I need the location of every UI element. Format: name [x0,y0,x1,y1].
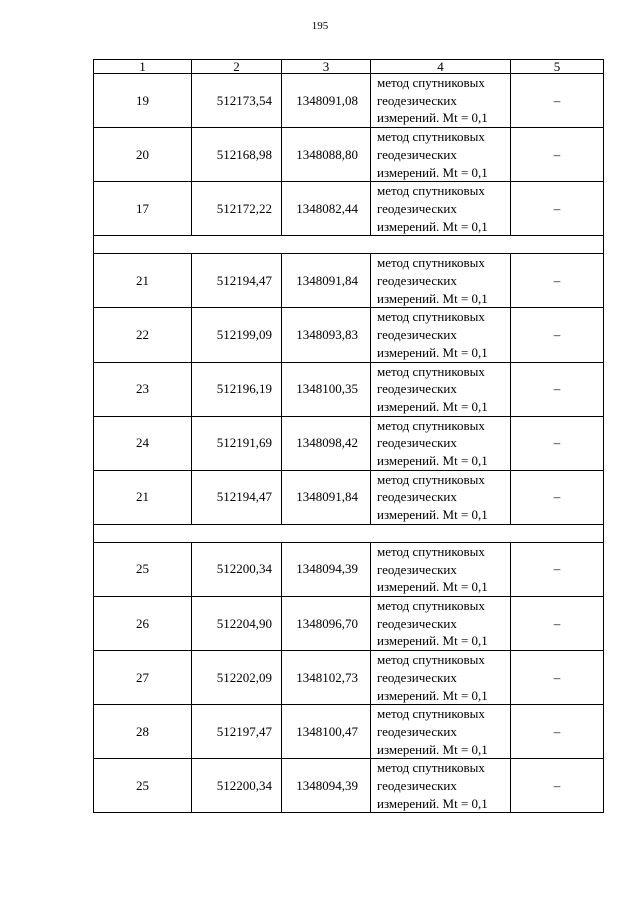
point-number-cell: 24 [94,416,192,470]
table-row [94,416,604,470]
point-number-cell: 17 [94,182,192,236]
method-cell [371,254,511,308]
point-number-cell: 26 [94,596,192,650]
method-line: метод спутниковых [377,75,485,90]
method-cell [371,74,511,128]
y-coordinate-cell: 1348100,35 [282,362,371,416]
description-cell: – [511,254,604,308]
method-line: геодезических [377,327,457,343]
table-row [94,362,604,416]
separator-row [94,236,604,254]
x-coordinate-cell: 512204,90 [192,596,282,650]
point-number-cell: 21 [94,470,192,524]
y-coordinate-cell: 1348094,39 [282,759,371,813]
method-line: геодезических [377,200,457,216]
method-line: геодезических [377,615,457,631]
description-cell: – [511,542,604,596]
description-cell: – [511,74,604,128]
x-coordinate-cell: 512200,34 [192,542,282,596]
description-cell: – [511,596,604,650]
point-number-cell: 20 [94,128,192,182]
method-line: метод спутниковых [377,255,485,271]
description-cell: – [511,128,604,182]
point-number-cell: 27 [94,651,192,705]
method-line: метод спутниковых [377,760,485,776]
separator-row [94,524,604,542]
page-number: 195 [311,20,329,32]
point-number-cell: 23 [94,362,192,416]
method-line: метод спутниковых [377,129,485,145]
method-line: геодезических [377,273,457,289]
point-number-cell: 25 [94,759,192,813]
x-coordinate-cell: 512196,19 [192,362,282,416]
table-row [94,470,604,524]
method-line: измерений. Mt = 0,1 [377,453,488,469]
y-coordinate-cell: 1348091,08 [282,74,371,128]
header-cell: 4 [371,60,511,74]
header-cell: 2 [192,60,282,74]
method-line: измерений. Mt = 0,1 [377,218,488,234]
method-line: измерений. Mt = 0,1 [377,633,488,649]
method-cell [371,542,511,596]
method-line: измерений. Mt = 0,1 [377,579,488,595]
x-coordinate-cell: 512197,47 [192,705,282,759]
x-coordinate-cell: 512194,47 [192,254,282,308]
description-cell: – [511,308,604,362]
separator-cell [94,236,604,254]
method-cell [371,596,511,650]
method-line: измерений. Mt = 0,1 [377,164,488,180]
method-line: метод спутниковых [377,706,485,722]
method-line: геодезических [377,778,457,794]
y-coordinate-cell: 1348091,84 [282,470,371,524]
table-row [94,182,604,236]
table-row [94,759,604,813]
x-coordinate-cell: 512172,22 [192,182,282,236]
method-line: метод спутниковых [377,471,485,487]
description-cell: – [511,759,604,813]
method-cell [371,470,511,524]
header-cell: 5 [511,60,604,74]
method-line: метод спутниковых [377,652,485,668]
method-line: измерений. Mt = 0,1 [377,741,488,757]
y-coordinate-cell: 1348093,83 [282,308,371,362]
header-cell: 3 [282,60,371,74]
table-row [94,74,604,128]
method-line: метод спутниковых [377,183,485,199]
x-coordinate-cell: 512168,98 [192,128,282,182]
header-row [94,60,604,74]
description-cell: – [511,651,604,705]
method-cell [371,362,511,416]
point-number-cell: 21 [94,254,192,308]
method-line: измерений. Mt = 0,1 [377,795,488,811]
y-coordinate-cell: 1348082,44 [282,182,371,236]
point-number-cell: 28 [94,705,192,759]
description-cell: – [511,470,604,524]
separator-cell [94,524,604,542]
method-line: измерений. Mt = 0,1 [377,687,488,703]
table-row [94,128,604,182]
method-line: геодезических [377,669,457,685]
method-line: геодезических [377,381,457,397]
y-coordinate-cell: 1348096,70 [282,596,371,650]
description-cell: – [511,416,604,470]
point-number-cell: 25 [94,542,192,596]
x-coordinate-cell: 512191,69 [192,416,282,470]
method-line: метод спутниковых [377,543,485,559]
method-line: измерений. Mt = 0,1 [377,507,488,523]
y-coordinate-cell: 1348102,73 [282,651,371,705]
method-line: геодезических [377,561,457,577]
method-cell [371,759,511,813]
method-cell [371,308,511,362]
description-cell: – [511,182,604,236]
header-cell: 1 [94,60,192,74]
method-cell [371,128,511,182]
method-line: метод спутниковых [377,597,485,613]
method-line: измерений. Mt = 0,1 [377,290,488,306]
x-coordinate-cell: 512194,47 [192,470,282,524]
table-row [94,254,604,308]
method-line: измерений. Mt = 0,1 [377,110,488,126]
description-cell: – [511,705,604,759]
table-row [94,308,604,362]
method-line: измерений. Mt = 0,1 [377,344,488,360]
description-cell: – [511,362,604,416]
y-coordinate-cell: 1348091,84 [282,254,371,308]
point-number-cell: 22 [94,308,192,362]
method-line: геодезических [377,723,457,739]
method-cell [371,182,511,236]
table-row [94,705,604,759]
x-coordinate-cell: 512202,09 [192,651,282,705]
y-coordinate-cell: 1348098,42 [282,416,371,470]
y-coordinate-cell: 1348100,47 [282,705,371,759]
x-coordinate-cell: 512200,34 [192,759,282,813]
method-cell [371,416,511,470]
method-line: метод спутниковых [377,309,485,325]
method-cell [371,705,511,759]
y-coordinate-cell: 1348094,39 [282,542,371,596]
method-line: измерений. Mt = 0,1 [377,398,488,414]
x-coordinate-cell: 512199,09 [192,308,282,362]
table-row [94,596,604,650]
method-line: геодезических [377,489,457,505]
table-row [94,651,604,705]
coordinates-table [93,59,604,813]
table-body [94,74,604,813]
method-line: геодезических [377,435,457,451]
x-coordinate-cell: 512173,54 [192,74,282,128]
method-line: геодезических [377,146,457,162]
point-number-cell: 19 [94,74,192,128]
method-line: метод спутниковых [377,417,485,433]
table-row [94,542,604,596]
y-coordinate-cell: 1348088,80 [282,128,371,182]
method-line: метод спутниковых [377,363,485,379]
method-line: геодезических [377,92,457,108]
method-cell [371,651,511,705]
